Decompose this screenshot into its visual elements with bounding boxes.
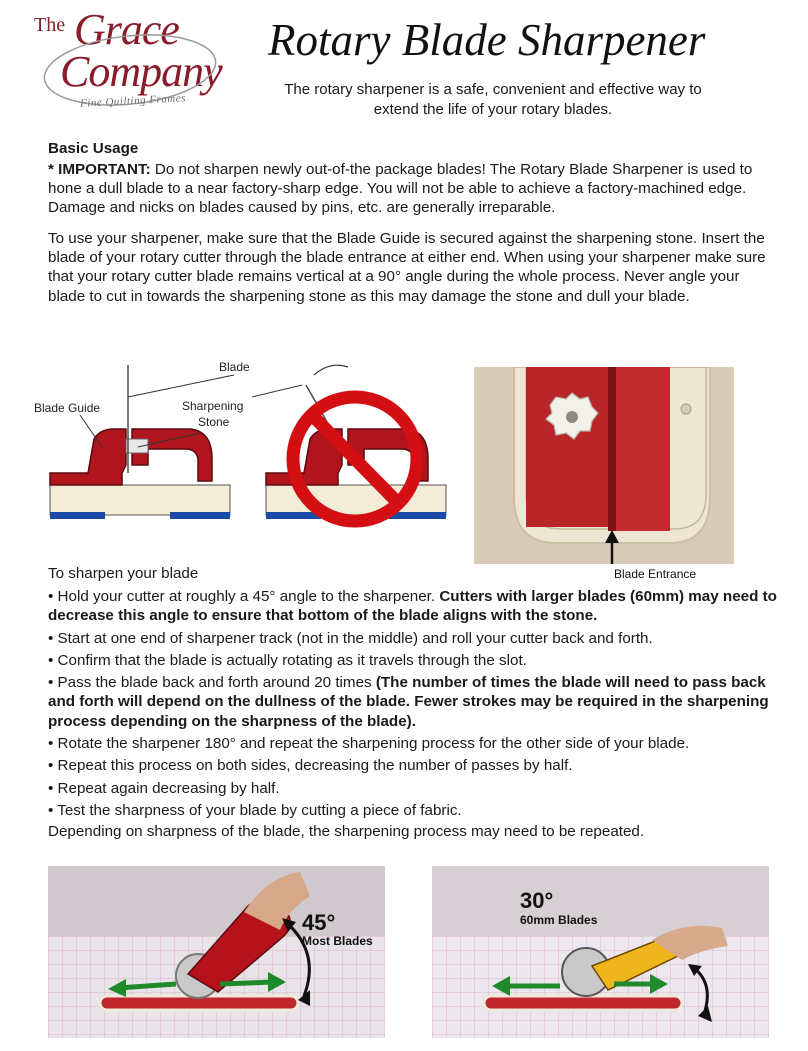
- list-item: [48, 651, 778, 670]
- guide-leader: [80, 415, 102, 447]
- blade-label: Blade: [219, 360, 250, 374]
- steps-list: [48, 587, 778, 823]
- blade-guide-red: [526, 367, 608, 527]
- step-bold: (The number of times the blade will need to pass back and forth will depend on the dullness of the blade. Fewer strokes may be required in the sharpening process depending on the sharpness of the blade).: [48, 674, 769, 730]
- blade-slot: [608, 367, 616, 531]
- important-paragraph: [48, 160, 778, 218]
- base-foot-left-2: [266, 512, 321, 519]
- logo-tagline: Fine Quilting Frames: [79, 92, 187, 110]
- blade-entrance-caption: Blade Entrance: [614, 567, 697, 581]
- usage-paragraph: To use your sharpener, make sure that the Blade Guide is secured against the sharpening stone. Insert the blade of your rotary cutter through the blade entrance at either end. When using your sharpener make sure that your rotary cutter blade remains vertical at a 90° angle during the whole process. Never angle your blade to cut in towards the sharpening stone as this may damage the stone and dull your blade.: [48, 230, 766, 305]
- list-item: [48, 587, 778, 626]
- step-text: • Rotate the sharpener 180° and repeat the sharpening process for the other side of your blade.: [48, 735, 690, 753]
- page-subtitle: The rotary sharpener is a safe, convenient and effective way to extend the life of your rotary blades.: [284, 81, 702, 118]
- step-text: • Confirm that the blade is actually rotating as it travels through the slot.: [48, 651, 527, 669]
- stone-label-2: Stone: [198, 415, 230, 429]
- incorrect-diagram: [252, 365, 446, 521]
- step-text: • Pass the blade back and forth around 20 times: [48, 674, 376, 692]
- blade-leader-left: [128, 375, 234, 397]
- step-text: • Start at one end of sharpener track (not in the middle) and roll your cutter back and forth.: [48, 629, 653, 647]
- blade-diagram: [30, 355, 470, 530]
- stone-insert: [126, 439, 148, 453]
- stone-label-1: Sharpening: [182, 399, 244, 413]
- sharpener-base: [50, 485, 230, 515]
- list-item: [48, 779, 778, 798]
- photo-45-degrees: [48, 866, 385, 1038]
- blade-entrance-photo: [474, 367, 734, 564]
- step-text: • Repeat this process on both sides, decreasing the number of passes by half.: [48, 757, 573, 775]
- company-logo: [30, 5, 222, 112]
- correct-diagram: [34, 360, 250, 519]
- blade-leader-right: [252, 385, 302, 397]
- blade-guide-shape: [50, 429, 126, 485]
- arrow-right-line: [220, 982, 274, 984]
- logo-the: The: [34, 14, 66, 36]
- base-foot-right: [170, 512, 230, 519]
- list-item: [48, 673, 778, 731]
- photo-30-degrees: [432, 866, 769, 1038]
- angle-30-label: 30°: [520, 888, 554, 913]
- angle-arc: [314, 365, 348, 375]
- sharpener-track-b: [484, 996, 682, 1010]
- list-item: [48, 734, 778, 753]
- step-text: • Repeat again decreasing by half.: [48, 779, 280, 797]
- closing-text: Depending on sharpness of the blade, the sharpening process may need to be repeated.: [48, 823, 645, 840]
- plate-hole: [681, 404, 691, 414]
- stone-red: [616, 367, 670, 531]
- important-text: Do not sharpen newly out-of-the package blades! The Rotary Blade Sharpener is used to hone a dull blade to a near factory-sharp edge. You will not be able to achieve a factory-machined edge. Damage and nicks on blades caused by pins, etc. are generally irreparable.: [48, 161, 753, 217]
- list-item: [48, 756, 778, 775]
- page-title: Rotary Blade Sharpener: [268, 15, 706, 65]
- step-bold: Cutters with larger blades (60mm) may need to decrease this angle to ensure that bottom of the blade aligns with the stone.: [48, 588, 777, 625]
- step-text: • Hold your cutter at roughly a 45° angle to the sharpener.: [48, 588, 440, 605]
- 60mm-blades-label: 60mm Blades: [520, 913, 598, 927]
- logo-grace: Grace: [74, 5, 179, 54]
- base-foot-left: [50, 512, 105, 519]
- list-item: [48, 629, 778, 648]
- important-label: * IMPORTANT:: [48, 161, 151, 178]
- angle-45-label: 45°: [302, 910, 336, 935]
- steps-lead: To sharpen your blade: [48, 565, 199, 582]
- logo-company: Company: [60, 47, 222, 96]
- most-blades-label: Most Blades: [302, 934, 373, 948]
- list-item: [48, 801, 778, 820]
- step-text: • Test the sharpness of your blade by cutting a piece of fabric.: [48, 801, 462, 819]
- sharpening-stone-shape: [132, 429, 212, 481]
- knob-screw: [566, 411, 578, 423]
- sharpener-base-2: [266, 485, 446, 515]
- guide-label: Blade Guide: [34, 401, 101, 415]
- section-heading-basic-usage: Basic Usage: [48, 140, 139, 157]
